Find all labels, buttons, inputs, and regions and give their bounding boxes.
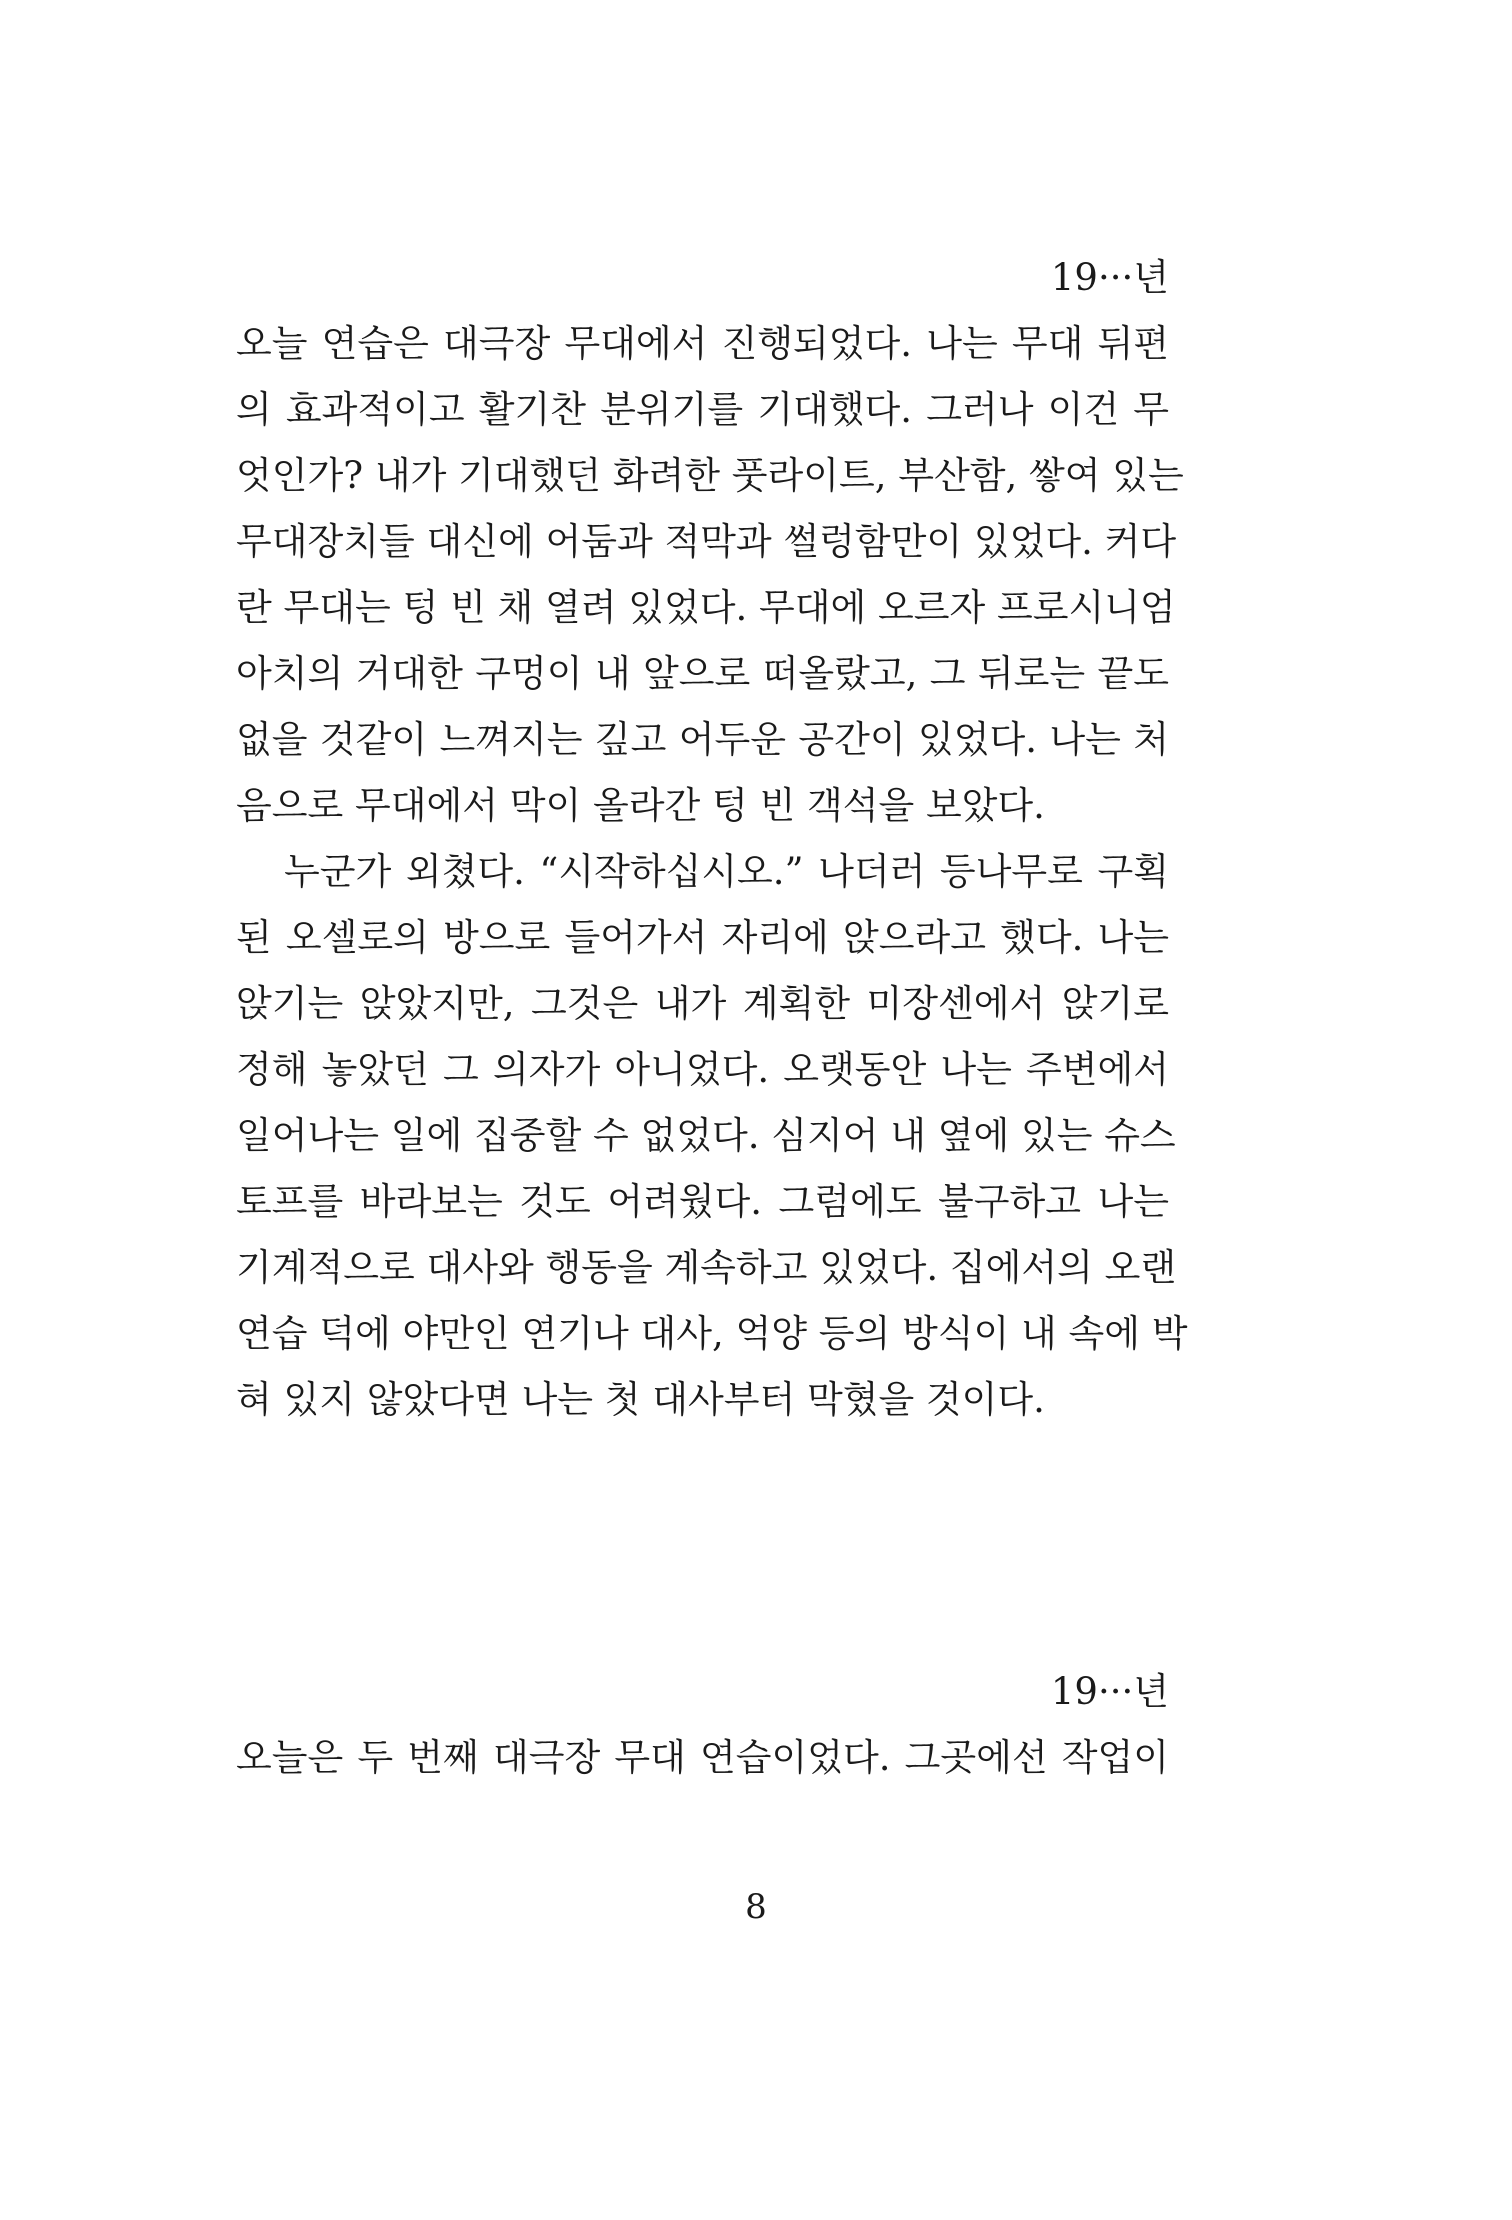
paragraph (236, 839, 1188, 1433)
text-line: 음으로 무대에서 막이 올라간 텅 빈 객석을 보았다. (236, 784, 1045, 827)
text-line: 정해 놓았던 그 의자가 아니었다. 오랫동안 나는 주변에서 (236, 1048, 1169, 1091)
text-line: 무대장치들 대신에 어둠과 적막과 썰렁함만이 있었다. 커다 (236, 520, 1177, 563)
text-line: 앉기는 앉았지만, 그것은 내가 계획한 미장센에서 앉기로 (236, 982, 1169, 1025)
paragraph (236, 1725, 1169, 1791)
text-line: 된 오셀로의 방으로 들어가서 자리에 앉으라고 했다. 나는 (236, 916, 1169, 959)
entry-date: 19···년 (1050, 1670, 1169, 1713)
text-line: 아치의 거대한 구멍이 내 앞으로 떠올랐고, 그 뒤로는 끝도 (236, 652, 1169, 695)
diary-entry-1 (236, 245, 1188, 1433)
text-line: 기계적으로 대사와 행동을 계속하고 있었다. 집에서의 오랜 (236, 1246, 1177, 1289)
entry-date: 19···년 (1050, 256, 1169, 299)
text-line: 의 효과적이고 활기찬 분위기를 기대했다. 그러나 이건 무 (236, 388, 1169, 431)
text-line: 엇인가? 내가 기대했던 화려한 풋라이트, 부산함, 쌓여 있는 (236, 454, 1184, 497)
text-line: 란 무대는 텅 빈 채 열려 있었다. 무대에 오르자 프로시니엄 (236, 586, 1176, 629)
text-line: 연습 덕에 야만인 연기나 대사, 억양 등의 방식이 내 속에 박 (236, 1312, 1188, 1355)
text-line: 없을 것같이 느껴지는 깊고 어두운 공간이 있었다. 나는 처 (236, 718, 1169, 761)
text-line: 혀 있지 않았다면 나는 첫 대사부터 막혔을 것이다. (236, 1378, 1045, 1421)
text-line: 오늘 연습은 대극장 무대에서 진행되었다. 나는 무대 뒤편 (236, 322, 1169, 365)
text-line: 오늘은 두 번째 대극장 무대 연습이었다. 그곳에선 작업이 (236, 1736, 1169, 1779)
page-number: 8 (745, 1887, 767, 1927)
text-line: 누군가 외쳤다. “시작하십시오.” 나더러 등나무로 구획 (284, 850, 1169, 893)
paragraph (236, 311, 1184, 839)
diary-entry-2 (236, 1659, 1169, 1791)
text-line: 토프를 바라보는 것도 어려웠다. 그럼에도 불구하고 나는 (236, 1180, 1169, 1223)
text-line: 일어나는 일에 집중할 수 없었다. 심지어 내 옆에 있는 슈스 (236, 1114, 1176, 1157)
